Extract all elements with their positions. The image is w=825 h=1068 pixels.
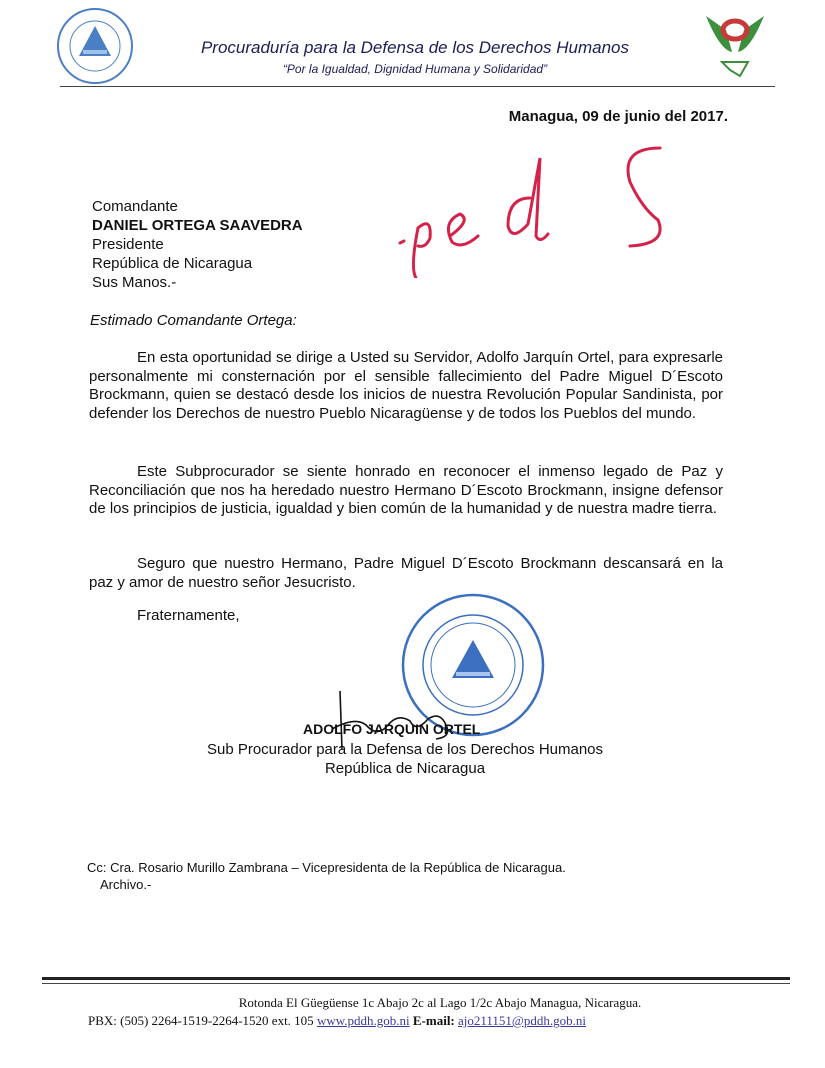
archive-line: Archivo.- (100, 877, 152, 892)
letter-date: Managua, 09 de junio del 2017. (508, 108, 728, 125)
recipient-position: Presidente (92, 236, 164, 253)
body-paragraph (89, 463, 723, 519)
paragraph-text: En esta oportunidad se dirige a Usted su Servidor, Adolfo Jarquín Ortel, para expresarle personalmente mi consternación por el sensible fallecimiento del Padre Miguel D´Escoto Brockmann, quien se destacó desde los inicios de nuestra Revolución Popular Sandinista, por defender los Derechos de nuestro Pueblo Nicaragüense y de todos los Pueblos del mundo. (89, 349, 723, 422)
footer-website-link[interactable]: www.pddh.gob.ni (316, 1013, 410, 1028)
signer-name: ADOLFO JARQUIN ORTEL (303, 721, 481, 737)
body-paragraph (89, 555, 723, 592)
footer-divider-thin (42, 983, 790, 984)
footer-phone: PBX: (505) 2264-1519-2264-1520 ext. 105 (88, 1013, 314, 1028)
signer-block (190, 740, 620, 778)
paragraph-text: Seguro que nuestro Hermano, Padre Miguel D´Escoto Brockmann descansará en la paz y amor de nuestro señor Jesucristo. (89, 555, 723, 591)
greeting: Estimado Comandante Ortega: (90, 312, 297, 329)
org-motto: “Por la Igualdad, Dignidad Humana y Solidaridad” (282, 62, 548, 76)
recipient-salutation-line: Sus Manos.- (92, 274, 177, 291)
handwritten-annotation (390, 128, 770, 278)
org-name: Procuraduría para la Defensa de los Derechos Humanos (200, 38, 630, 57)
footer-email-link[interactable]: ajo211151@pddh.gob.ni (458, 1013, 587, 1028)
signer-country: República de Nicaragua (324, 760, 486, 777)
recipient-title: Comandante (92, 198, 178, 215)
recipient-country: República de Nicaragua (92, 255, 253, 272)
cc-line: Cc: Cra. Rosario Murillo Zambrana – Vicepresidenta de la República de Nicaragua. (87, 860, 566, 875)
signer-title: Sub Procurador para la Defensa de los Derechos Humanos (206, 741, 604, 758)
header-divider (60, 86, 775, 87)
footer-divider (42, 977, 790, 980)
pddh-seal-logo (55, 6, 135, 86)
body-paragraph (89, 349, 723, 423)
emblem-logo (700, 10, 770, 82)
closing: Fraternamente, (137, 607, 240, 624)
paragraph-text: Este Subprocurador se siente honrado en reconocer el inmenso legado de Paz y Reconciliación que nos ha heredado nuestro Hermano D´Escoto Brockmann, insigne defensor de los principios de justicia, igualdad y bien común de la humanidad y de nuestra madre tierra. (89, 463, 723, 517)
recipient-name: DANIEL ORTEGA SAAVEDRA (92, 217, 303, 234)
footer-address: Rotonda El Güegüense 1c Abajo 2c al Lago 1/2c Abajo Managua, Nicaragua. (238, 995, 642, 1010)
footer-email-label: E-mail: (412, 1013, 455, 1028)
footer-contact (88, 1013, 586, 1029)
